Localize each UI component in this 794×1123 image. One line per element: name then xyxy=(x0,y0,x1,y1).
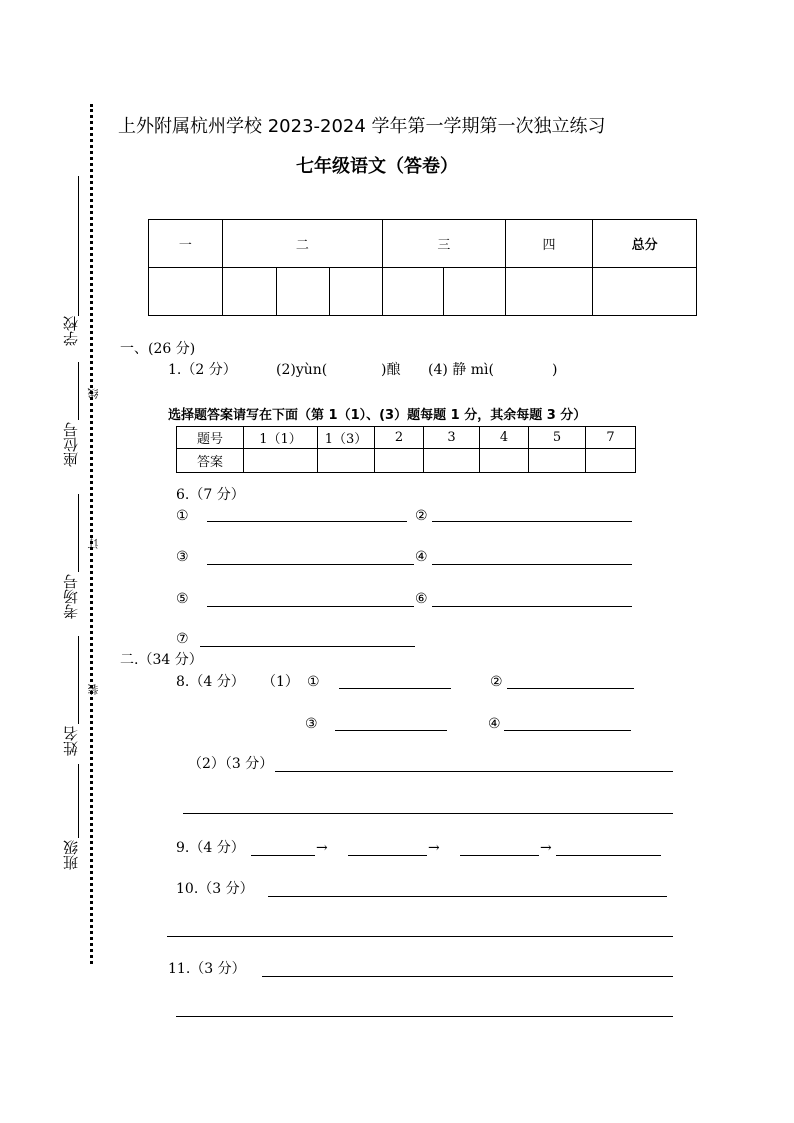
q1-label: 1.（2 分） xyxy=(168,362,237,378)
q9-label: 9.（4 分） xyxy=(176,840,245,856)
q8-mark-2: ② xyxy=(490,674,503,690)
q6-mark-3: ③ xyxy=(176,549,189,565)
q1-part2-text: (2)yùn( xyxy=(276,362,328,378)
q6-mark-4: ④ xyxy=(415,549,428,565)
score-cell[interactable] xyxy=(593,268,697,316)
q6-mark-6: ⑥ xyxy=(415,591,428,607)
q6-answer-line-7[interactable] xyxy=(200,646,415,647)
answer-grid-row-label: 题号 xyxy=(177,427,244,449)
binding-mark-line: 线 xyxy=(87,388,100,399)
answer-grid-col: 1（1） xyxy=(244,427,318,449)
q9-answer-line-4[interactable] xyxy=(556,855,661,856)
score-cell[interactable] xyxy=(276,268,330,316)
seat-number-field-label: 座位号 xyxy=(62,422,80,467)
q8-sub2-label: （2）（3 分） xyxy=(188,756,274,772)
section1-heading: 一、(26 分) xyxy=(120,341,196,357)
class-field-label: 班级 xyxy=(62,840,80,870)
score-header-2: 二 xyxy=(222,220,382,268)
exam-room-field-line[interactable] xyxy=(78,494,79,572)
binding-dotted-line xyxy=(90,104,93,964)
page-subtitle: 七年级语文（答卷） xyxy=(296,156,458,177)
q8-sub2-answer-line-2[interactable] xyxy=(183,813,673,814)
q6-answer-line-1[interactable] xyxy=(207,521,407,522)
answer-grid-row-label: 答案 xyxy=(177,449,244,473)
exam-room-field-label: 考场号 xyxy=(62,574,80,619)
answer-grid-col: 1（3） xyxy=(318,427,375,449)
q11-label: 11.（3 分） xyxy=(168,961,246,977)
score-cell[interactable] xyxy=(149,268,223,316)
q8-mark-4: ④ xyxy=(488,716,501,732)
q11-answer-line-1[interactable] xyxy=(262,976,673,977)
q8-answer-line-4[interactable] xyxy=(504,730,631,731)
q10-label: 10.（3 分） xyxy=(176,881,254,897)
page-title: 上外附属杭州学校 2023-2024 学年第一学期第一次独立练习 xyxy=(118,116,606,137)
q6-answer-line-5[interactable] xyxy=(207,606,414,607)
answer-grid-col: 4 xyxy=(480,427,529,449)
answer-cell[interactable] xyxy=(375,449,424,473)
q8-mark-1: ① xyxy=(307,674,320,690)
q10-answer-line-2[interactable] xyxy=(167,936,673,937)
q10-answer-line-1[interactable] xyxy=(268,896,667,897)
q8-answer-line-2[interactable] xyxy=(507,688,634,689)
score-header-4: 四 xyxy=(505,220,593,268)
q6-mark-5: ⑤ xyxy=(176,591,189,607)
score-header-3: 三 xyxy=(383,220,506,268)
school-field-line[interactable] xyxy=(78,176,79,316)
score-cell[interactable] xyxy=(222,268,276,316)
q8-answer-line-1[interactable] xyxy=(339,688,451,689)
answer-cell[interactable] xyxy=(586,449,636,473)
answer-grid-col: 3 xyxy=(424,427,480,449)
q9-answer-line-1[interactable] xyxy=(251,855,315,856)
answer-grid-col: 5 xyxy=(529,427,586,449)
score-cell[interactable] xyxy=(443,268,505,316)
answer-cell[interactable] xyxy=(244,449,318,473)
q6-answer-line-4[interactable] xyxy=(432,564,632,565)
binding-mark-staple: 订 xyxy=(87,538,100,549)
binding-mark-bind: 装 xyxy=(87,684,100,695)
answer-grid-col: 2 xyxy=(375,427,424,449)
q6-answer-line-2[interactable] xyxy=(432,521,632,522)
score-cell[interactable] xyxy=(330,268,383,316)
score-cell[interactable] xyxy=(383,268,444,316)
q6-label: 6.（7 分） xyxy=(176,487,245,503)
q9-arrow-2: → xyxy=(428,840,440,856)
class-field-line[interactable] xyxy=(78,764,79,838)
answer-cell[interactable] xyxy=(529,449,586,473)
q6-mark-7: ⑦ xyxy=(176,631,189,647)
q9-arrow-1: → xyxy=(316,840,328,856)
q1-part2-end: )酿 xyxy=(381,362,401,378)
q8-mark-3: ③ xyxy=(305,716,318,732)
name-field-line[interactable] xyxy=(78,636,79,724)
q6-answer-line-6[interactable] xyxy=(432,606,632,607)
seat-number-field-line[interactable] xyxy=(78,362,79,420)
section2-heading: 二.（34 分） xyxy=(120,652,203,668)
answer-grid-instruction: 选择题答案请写在下面（第 1（1）、(3）题每题 1 分，其余每题 3 分） xyxy=(168,408,587,423)
q9-answer-line-3[interactable] xyxy=(460,855,539,856)
name-field-label: 姓名 xyxy=(62,726,80,756)
q8-answer-line-3[interactable] xyxy=(335,730,447,731)
q6-mark-1: ① xyxy=(176,508,189,524)
score-header-total: 总分 xyxy=(593,220,697,268)
answer-cell[interactable] xyxy=(318,449,375,473)
answer-cell[interactable] xyxy=(424,449,480,473)
q6-answer-line-3[interactable] xyxy=(207,564,414,565)
q6-mark-2: ② xyxy=(415,508,428,524)
answer-grid xyxy=(176,426,636,473)
score-table xyxy=(148,219,697,316)
school-field-label: 学校 xyxy=(62,316,80,346)
score-cell[interactable] xyxy=(505,268,593,316)
q1-part4-text: (4) 静 mì( xyxy=(428,362,494,378)
q9-answer-line-2[interactable] xyxy=(348,855,427,856)
answer-cell[interactable] xyxy=(480,449,529,473)
score-header-1: 一 xyxy=(149,220,223,268)
q8-sub2-answer-line-1[interactable] xyxy=(275,771,673,772)
q1-part4-end: ) xyxy=(552,362,558,378)
q9-arrow-3: → xyxy=(540,840,552,856)
answer-grid-col: 7 xyxy=(586,427,636,449)
q8-sub1-label: （1） xyxy=(262,674,299,690)
q8-label: 8.（4 分） xyxy=(176,674,245,690)
q11-answer-line-2[interactable] xyxy=(176,1016,673,1017)
